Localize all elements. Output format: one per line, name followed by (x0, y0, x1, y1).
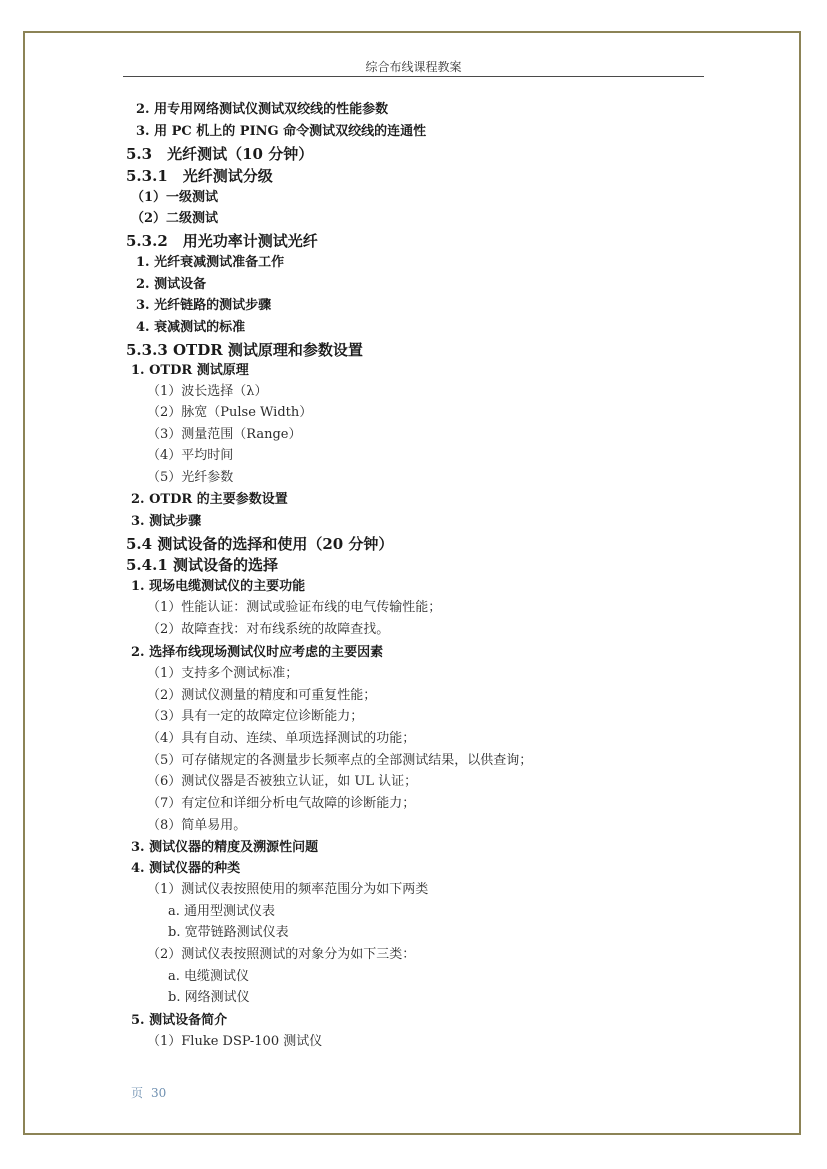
subheading-line: 4. 衰减测试的标准 (136, 320, 246, 335)
body-text-line: （3）测量范围（Range） (147, 427, 302, 442)
body-text-line: （5）可存储规定的各测量步长频率点的全部测试结果，以供查询； (147, 753, 533, 768)
body-text-line: （2）测试仪测量的精度和可重复性能； (147, 688, 377, 703)
section-heading: 5.3 光纤测试（10 分钟） (126, 145, 314, 163)
section-heading: 5.4.1 测试设备的选择 (126, 556, 278, 574)
body-text-line: b. 宽带链路测试仪表 (168, 925, 289, 940)
body-text-line: （6）测试仪器是否被独立认证，如 UL 认证； (147, 774, 418, 789)
subheading-line: （1）一级测试 (131, 190, 219, 205)
subheading-line: 3. 光纤链路的测试步骤 (136, 298, 272, 313)
page-header: 综合布线课程教案 (365, 60, 462, 74)
page-footer (131, 1084, 174, 1101)
subheading-line: 2. 选择布线现场测试仪时应考虑的主要因素 (131, 645, 384, 660)
section-heading: 5.4 测试设备的选择和使用（20 分钟） (126, 535, 394, 553)
body-text-line: （2）测试仪表按照测试的对象分为如下三类： (147, 947, 416, 962)
subheading-line: 3. 测试步骤 (131, 514, 202, 529)
section-heading: 5.3.1 光纤测试分级 (126, 167, 273, 185)
subheading-line: 4. 测试仪器的种类 (131, 861, 241, 876)
subheading-line: 3. 测试仪器的精度及溯源性问题 (131, 840, 319, 855)
body-text-line: （1）Fluke DSP-100 测试仪 (147, 1034, 323, 1049)
section-heading: 5.3.3 OTDR 测试原理和参数设置 (126, 341, 363, 359)
body-text-line: a. 通用型测试仪表 (168, 904, 276, 919)
body-text-line: （2）故障查找：对布线系统的故障查找。 (147, 622, 390, 637)
body-text-line: （1）波长选择（λ） (147, 384, 268, 399)
body-text-line: b. 网络测试仪 (168, 990, 250, 1005)
body-text-line: （5）光纤参数 (147, 470, 234, 485)
body-text-line: （1）测试仪表按照使用的频率范围分为如下两类 (147, 882, 429, 897)
subheading-line: 2. 用专用网络测试仪测试双绞线的性能参数 (136, 102, 389, 117)
subheading-line: 2. 测试设备 (136, 277, 207, 292)
body-text-line: （3）具有一定的故障定位诊断能力； (147, 709, 364, 724)
body-text-line: （1）性能认证：测试或验证布线的电气传输性能； (147, 600, 442, 615)
subheading-line: 5. 测试设备简介 (131, 1013, 228, 1028)
body-text-line: （4）具有自动、连续、单项选择测试的功能； (147, 731, 416, 746)
body-text-line: （2）脉宽（Pulse Width） (147, 405, 313, 420)
body-text-line: （8）简单易用。 (147, 818, 247, 833)
subheading-line: 2. OTDR 的主要参数设置 (131, 492, 288, 507)
body-text-line: （7）有定位和详细分析电气故障的诊断能力； (147, 796, 416, 811)
subheading-line: 3. 用 PC 机上的 PING 命令测试双绞线的连通性 (136, 124, 427, 139)
body-text-line: （1）支持多个测试标准； (147, 666, 299, 681)
subheading-line: 1. OTDR 测试原理 (131, 363, 249, 378)
body-text-line: a. 电缆测试仪 (168, 969, 250, 984)
subheading-line: 1. 光纤衰减测试准备工作 (136, 255, 285, 270)
page-label: 页 (131, 1086, 144, 1100)
subheading-line: （2）二级测试 (131, 211, 219, 226)
page-number: 30 (151, 1086, 167, 1100)
subheading-line: 1. 现场电缆测试仪的主要功能 (131, 579, 306, 594)
section-heading: 5.3.2 用光功率计测试光纤 (126, 232, 318, 250)
body-text-line: （4）平均时间 (147, 448, 234, 463)
